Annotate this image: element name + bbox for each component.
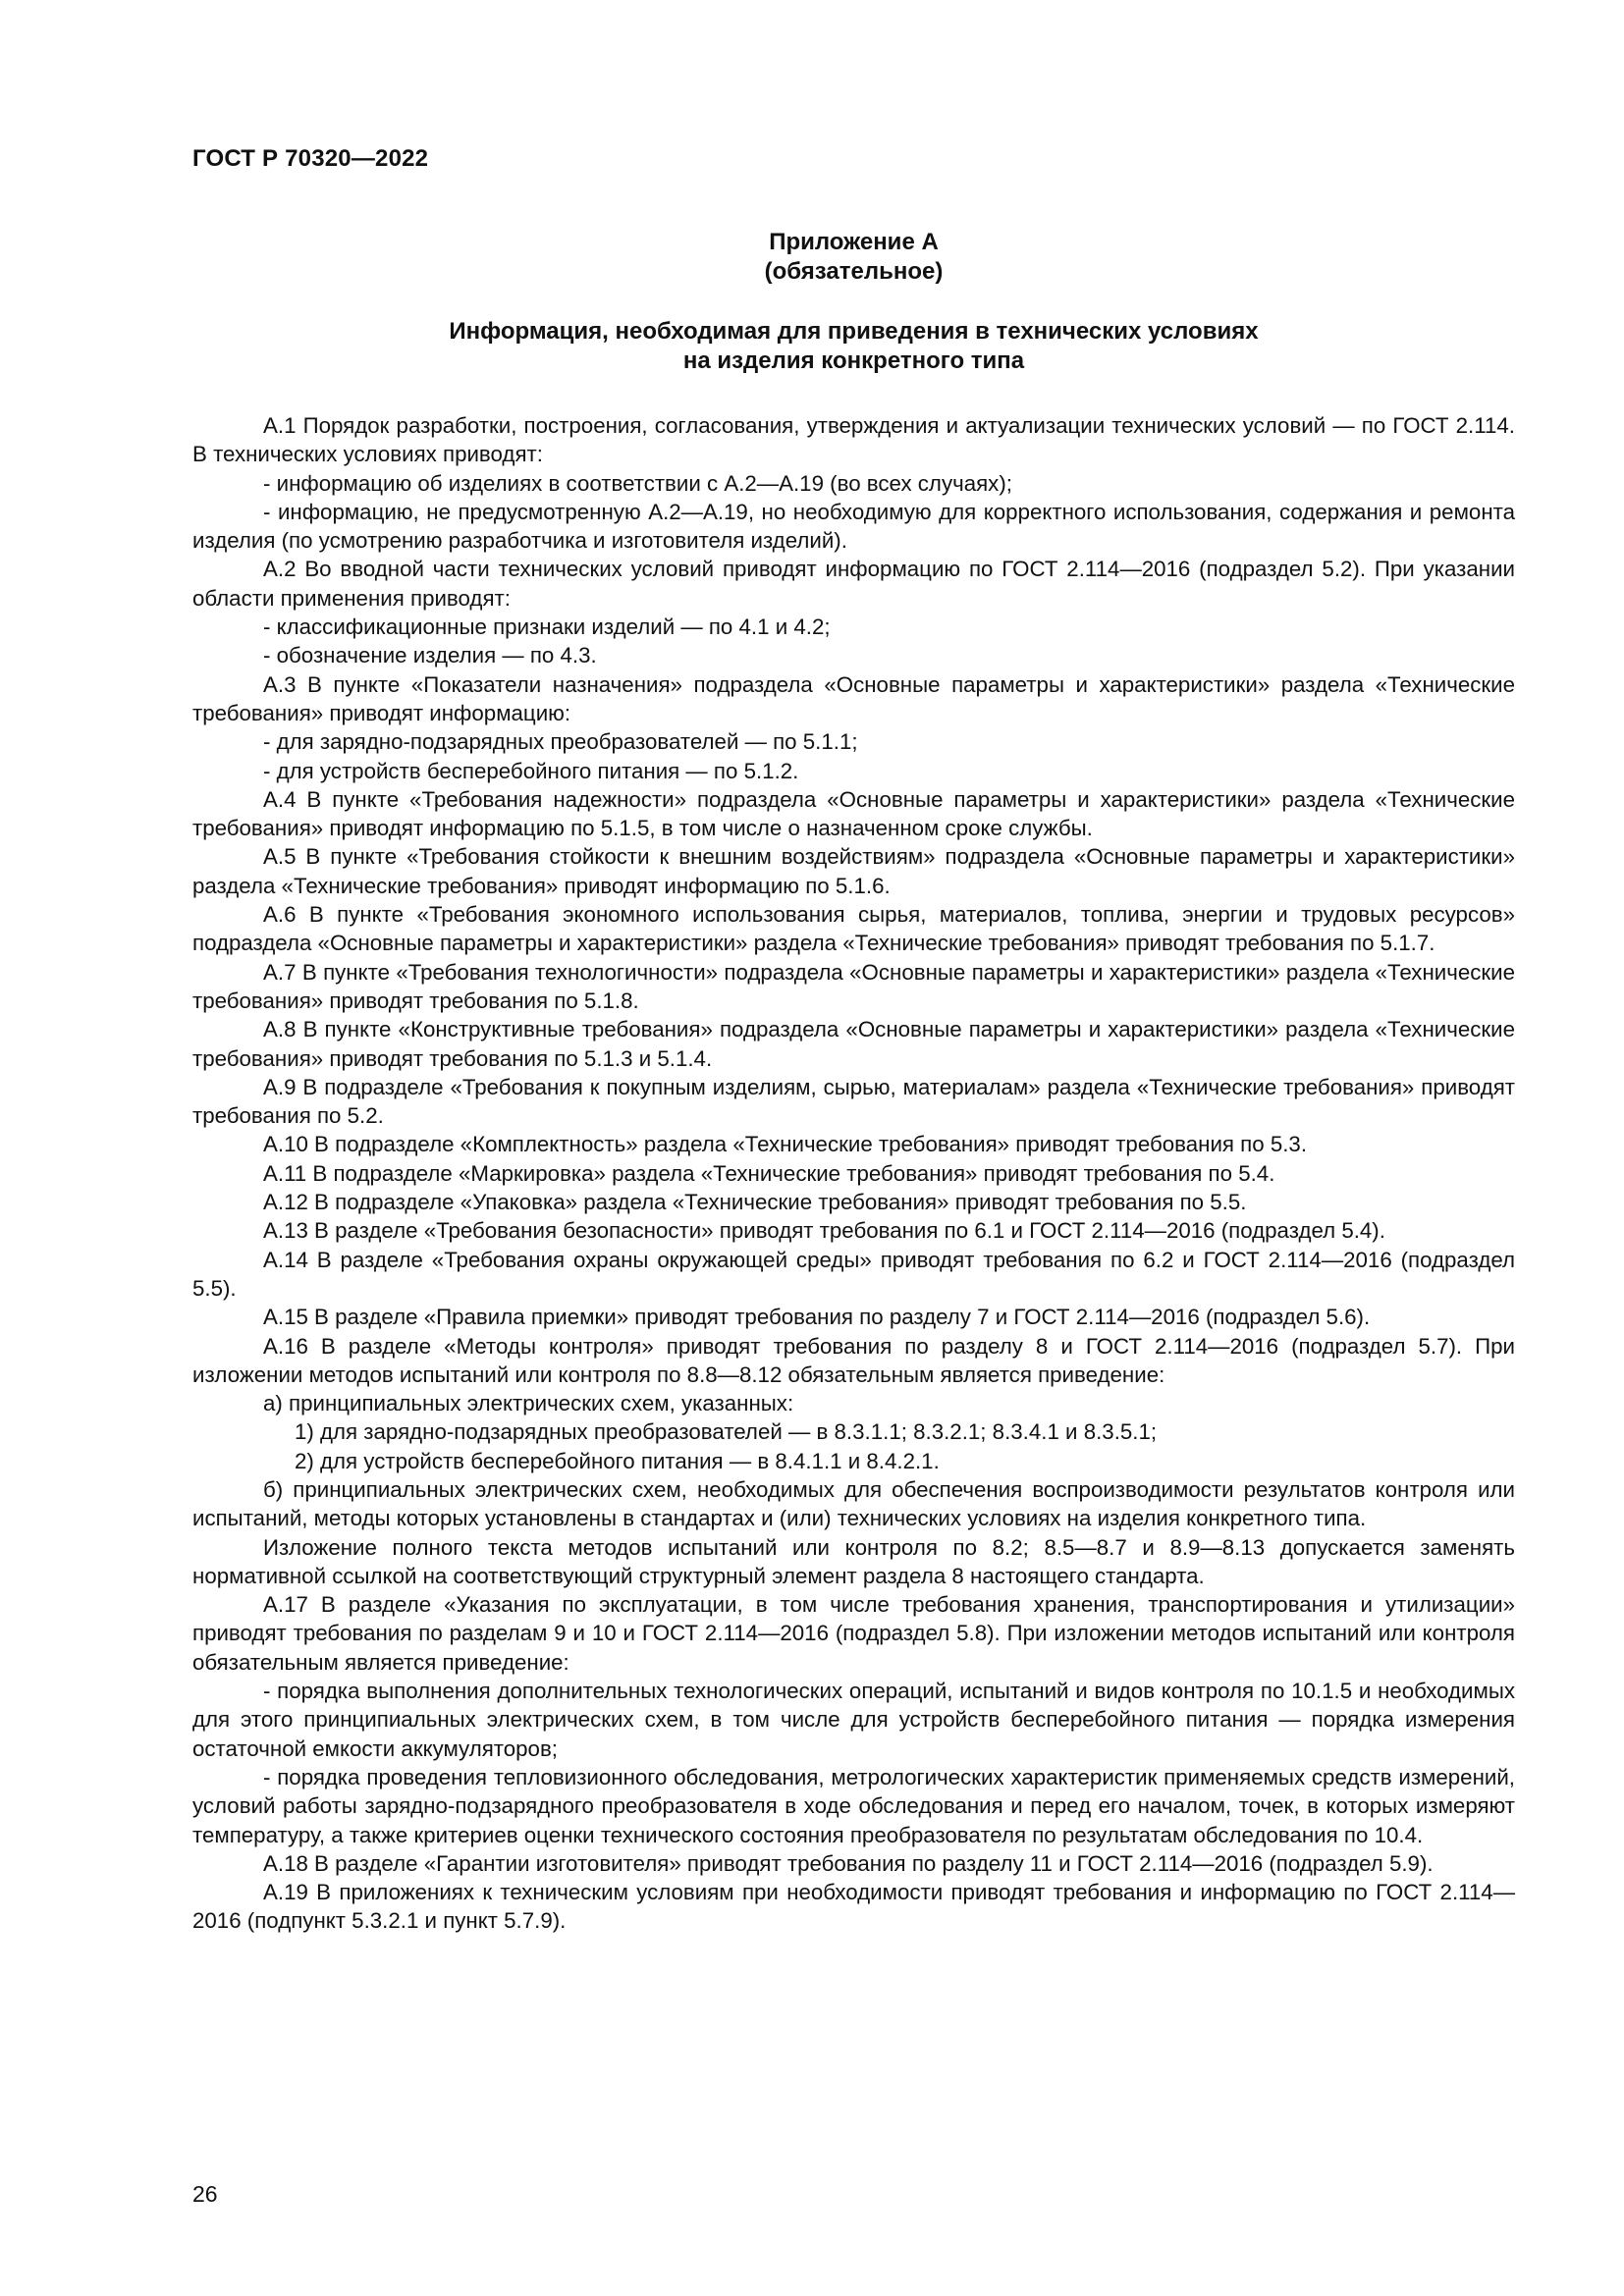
- list-item: 1) для зарядно-подзарядных преобразователей — в 8.3.1.1; 8.3.2.1; 8.3.4.1 и 8.3.5.1;: [295, 1419, 1158, 1445]
- paragraph-a9: А.9 В подразделе «Требования к покупным изделиям, сырью, материалам» раздела «Технические требования» приводят требования по 5.2.: [192, 1074, 1515, 1129]
- paragraph-a3: А.3 В пункте «Показатели назначения» подраздела «Основные параметры и характеристики» раздела «Технические требования» приводят информацию:: [192, 671, 1515, 725]
- annex-main-title: [192, 317, 1515, 376]
- list-item: - информацию, не предусмотренную А.2—А.19, но необходимую для корректного использования, содержания и ремонта изделия (по усмотрению разработчика и изготовителя изделий).: [192, 499, 1515, 554]
- paragraph-a13: А.13 В разделе «Требования безопасности» приводят требования по 6.1 и ГОСТ 2.114—2016 (подраздел 5.4).: [263, 1218, 1385, 1244]
- paragraph-a15: А.15 В разделе «Правила приемки» приводят требования по разделу 7 и ГОСТ 2.114—2016 (подраздел 5.6).: [263, 1305, 1371, 1330]
- paragraph-a4: А.4 В пункте «Требования надежности» подраздела «Основные параметры и характеристики» раздела «Технические требования» приводят информацию по 5.1.5, в том числе о назначенном сроке службы.: [192, 786, 1515, 841]
- annex-body: [192, 411, 1515, 1936]
- paragraph-a8: А.8 В пункте «Конструктивные требования» подраздела «Основные параметры и характеристики» раздела «Технические требования» приводят требования по 5.1.3 и 5.1.4.: [192, 1017, 1515, 1071]
- annex-title: Приложение А: [769, 229, 939, 255]
- paragraph-a18: А.18 В разделе «Гарантии изготовителя» приводят требования по разделу 11 и ГОСТ 2.114—2016 (подраздел 5.9).: [263, 1850, 1434, 1876]
- main-title-line-2: на изделия конкретного типа: [682, 347, 1025, 374]
- paragraph-a12: А.12 В подразделе «Упаковка» раздела «Технические требования» приводят требования по 5.5.: [263, 1190, 1247, 1215]
- paragraph-a1: А.1 Порядок разработки, построения, согласования, утверждения и актуализации технических условий — по ГОСТ 2.114. В технических условиях приводят:: [192, 413, 1515, 467]
- list-item: - обозначение изделия — по 4.3.: [263, 643, 597, 668]
- list-item: б) принципиальных электрических схем, необходимых для обеспечения воспроизводимости результатов контроля или испытаний, методы которых установлены в стандартах и (или) технических условиях на изделия конкретного типа.: [192, 1476, 1515, 1531]
- list-item: - для устройств бесперебойного питания — по 5.1.2.: [263, 758, 799, 783]
- paragraph-a7: А.7 В пункте «Требования технологичности» подраздела «Основные параметры и характеристики» раздела «Технические требования» приводят требования по 5.1.8.: [192, 959, 1515, 1013]
- list-item: - порядка проведения тепловизионного обследования, метрологических характеристик применяемых средств измерений, условий работы зарядно-подзарядного преобразователя в ходе обследования и перед его началом, точек, в которых измеряют температуру, а также критериев оценки технического состояния преобразователя по результатам обследования по 10.4.: [192, 1764, 1515, 1847]
- paragraph-a10: А.10 В подразделе «Комплектность» раздела «Технические требования» приводят требования по 5.3.: [263, 1132, 1308, 1157]
- list-item: 2) для устройств бесперебойного питания — в 8.4.1.1 и 8.4.2.1.: [295, 1448, 940, 1473]
- paragraph-a6: А.6 В пункте «Требования экономного использования сырья, материалов, топлива, энергии и трудовых ресурсов» подраздела «Основные параметры и характеристики» раздела «Технические требования» приводят требования по 5.1.7.: [192, 902, 1515, 956]
- paragraph-a5: А.5 В пункте «Требования стойкости к внешним воздействиям» подраздела «Основные параметры и характеристики» раздела «Технические требования» приводят информацию по 5.1.6.: [192, 844, 1515, 898]
- paragraph-a19: А.19 В приложениях к техническим условиям при необходимости приводят требования и информацию по ГОСТ 2.114—2016 (подпункт 5.3.2.1 и пункт 5.7.9).: [192, 1880, 1515, 1934]
- paragraph-a2: А.2 Во вводной части технических условий приводят информацию по ГОСТ 2.114—2016 (подраздел 5.2). При указании области применения приводят:: [192, 557, 1515, 611]
- paragraph-a16-note: Изложение полного текста методов испытаний или контроля по 8.2; 8.5—8.7 и 8.9—8.13 допускается заменять нормативной ссылкой на соответствующий структурный элемент раздела 8 настоящего стандарта.: [192, 1534, 1515, 1588]
- paragraph-a11: А.11 В подразделе «Маркировка» раздела «Технические требования» приводят требования по 5.4.: [263, 1160, 1275, 1186]
- document-code: ГОСТ Р 70320—2022: [192, 145, 429, 172]
- annex-heading: [192, 228, 1515, 287]
- paragraph-a14: А.14 В разделе «Требования охраны окружающей среды» приводят требования по 6.2 и ГОСТ 2.114—2016 (подраздел 5.5).: [192, 1247, 1515, 1301]
- main-title-line-1: Информация, необходимая для приведения в технических условиях: [449, 318, 1259, 345]
- list-item: - информацию об изделиях в соответствии с А.2—А.19 (во всех случаях);: [263, 470, 1012, 496]
- list-item: - для зарядно-подзарядных преобразователей — по 5.1.1;: [263, 729, 858, 755]
- annex-status: (обязательное): [764, 258, 944, 285]
- list-item: - порядка выполнения дополнительных технологических операций, испытаний и видов контроля по 10.1.5 и необходимых для этого принципиальных электрических схем, в том числе для устройств бесперебойного питания — порядка измерения остаточной емкости аккумуляторов;: [192, 1679, 1515, 1761]
- list-item: а) принципиальных электрических схем, указанных:: [263, 1391, 794, 1416]
- paragraph-a17: А.17 В разделе «Указания по эксплуатации, в том числе требования хранения, транспортирования и утилизации» приводят требования по разделам 9 и 10 и ГОСТ 2.114—2016 (подраздел 5.8). При изложении методов испытаний или контроля обязательным является приведение:: [192, 1592, 1515, 1675]
- list-item: - классификационные признаки изделий — по 4.1 и 4.2;: [263, 614, 831, 640]
- paragraph-a16: А.16 В разделе «Методы контроля» приводят требования по разделу 8 и ГОСТ 2.114—2016 (подраздел 5.7). При изложении методов испытаний или контроля по 8.8—8.12 обязательным является приведение:: [192, 1333, 1515, 1387]
- page-number: 26: [192, 2181, 218, 2207]
